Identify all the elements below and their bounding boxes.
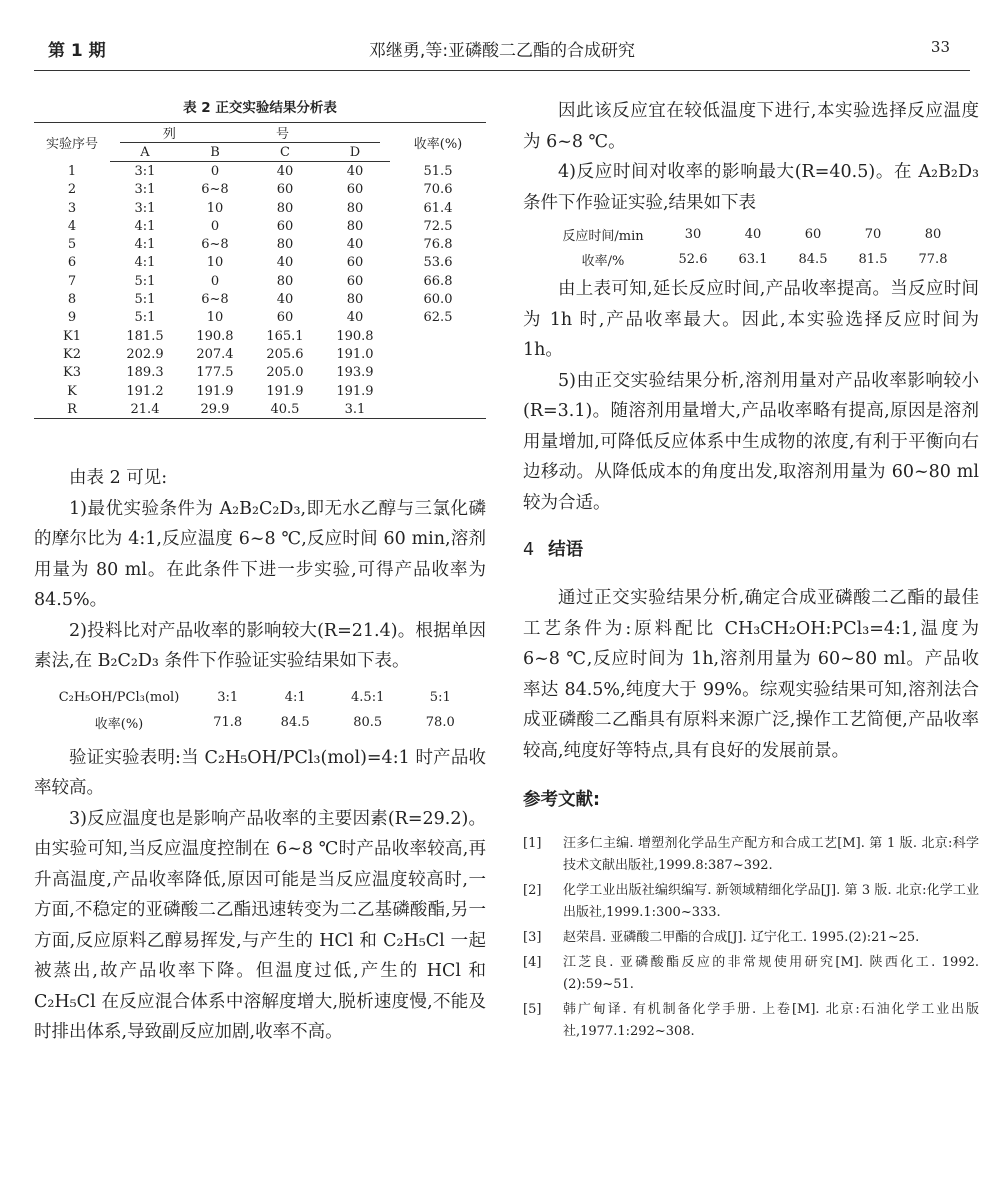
ratio-yield-value: 78.0 (425, 714, 455, 730)
table-row (34, 309, 486, 327)
table-cell: 5:1 (134, 273, 156, 289)
column-group-header: 列 号 (120, 123, 380, 143)
right-paragraph-4: 5)由正交实验结果分析,溶剂用量对产品收率影响较小(R=3.1)。随溶剂用量增大,产品收率略有提高,原因是溶剂用量增加,可降低反应体系中生成物的浓度,有利于平衡向右边移动。从降低成本的角度出发,取溶剂用量为 60~80 ml 较为合适。 (523, 370, 979, 513)
table-row (34, 235, 486, 253)
table-cell: 40 (276, 292, 294, 308)
table-cell: 7 (67, 273, 77, 289)
table-cell: K (67, 383, 77, 399)
yield-header: 收率(%) (390, 123, 486, 162)
table-cell: 4:1 (134, 255, 156, 271)
ratio-value: 4:1 (284, 689, 306, 705)
table-cell: 191.9 (196, 383, 234, 399)
left-paragraph-4: 验证实验表明:当 C₂H₅OH/PCl₃(mol)=4:1 时产品收率较高。 (34, 747, 486, 799)
table-row (34, 181, 486, 199)
time-verification-table (543, 222, 963, 272)
reference-item (523, 833, 979, 877)
table-row (34, 272, 486, 290)
reference-item (523, 880, 979, 924)
table-cell: 62.5 (423, 310, 453, 326)
table-cell: 10 (206, 310, 224, 326)
left-paragraph-3: 2)投料比对产品收率的影响较大(R=21.4)。根据单因素法,在 B₂C₂D₃ 条件下作验证实验结果如下表。 (34, 620, 486, 672)
time-yield-value: 81.5 (858, 252, 888, 267)
references-title: 参考文献: (523, 790, 600, 810)
time-value: 40 (744, 227, 762, 242)
table-cell: 10 (206, 200, 224, 216)
table-cell: 0 (210, 163, 220, 179)
conclusion-paragraph: 通过正交实验结果分析,确定合成亚磷酸二乙酯的最佳工艺条件为:原料配比 CH₃CH₂OH:PCl₃=4:1,温度为 6~8 ℃,反应时间为 1h,溶剂用量为 60~80 ml。产品收率达 84.5%,纯度大于 99%。综观实验结果可知,溶剂法合成亚磷酸二乙酯具有原料来源广泛,操作工艺简便,产品收率较高,纯度好等特点,具有良好的发展前景。 (523, 588, 979, 761)
table-cell: K3 (63, 365, 81, 381)
table-cell: 70.6 (423, 182, 453, 198)
reference-text: 化学工业出版社编织编写. 新领域精细化学品[J]. 第 3 版. 北京:化学工业出版社,1999.1:300~333. (563, 883, 979, 920)
left-paragraph-2: 1)最优实验条件为 A₂B₂C₂D₃,即无水乙醇与三氯化磷的摩尔比为 4:1,反应温度 6~8 ℃,反应时间 60 min,溶剂用量为 80 ml。在此条件下进一步实验,可得产品收率为 84.5%。 (34, 498, 486, 611)
right-paragraph-2: 4)反应时间对收率的影响最大(R=40.5)。在 A₂B₂D₃ 条件下作验证实验,结果如下表 (523, 162, 979, 213)
ratio-verification-table (44, 685, 474, 735)
table-cell: 80 (276, 273, 294, 289)
ratio-label: C₂H₅OH/PCl₃(mol) (58, 689, 180, 705)
seq-header: 实验序号 (34, 123, 110, 162)
reference-list (523, 833, 979, 1043)
table-cell: 3:1 (134, 200, 156, 216)
time-yield-value: 52.6 (678, 252, 708, 267)
table-cell: 40 (346, 163, 364, 179)
table-row (34, 382, 486, 400)
table-cell: 60 (346, 273, 364, 289)
table-row (34, 400, 486, 419)
col-B: B (180, 143, 250, 162)
table2-caption: 表 2 正交实验结果分析表 (183, 100, 337, 116)
col-A: A (110, 143, 180, 162)
reference-number: [1] (523, 836, 542, 851)
table-cell (390, 364, 486, 382)
table-cell: 80 (276, 200, 294, 216)
page-number: 33 (930, 38, 950, 56)
table-cell: 3:1 (134, 182, 156, 198)
table-cell: 6~8 (201, 292, 229, 308)
reference-item (523, 999, 979, 1043)
table-cell: 80 (346, 200, 364, 216)
table-cell: 6 (67, 255, 77, 271)
reference-text: 韩广甸译. 有机制备化学手册. 上卷[M]. 北京:石油化学工业出版社,1977.1:292~308. (563, 1002, 979, 1039)
table-row (34, 199, 486, 217)
table-cell: 60 (346, 182, 364, 198)
table-cell: 40 (346, 237, 364, 253)
time-value: 70 (864, 227, 882, 242)
section-heading (523, 536, 979, 561)
reference-text: 汪多仁主编. 增塑剂化学品生产配方和合成工艺[M]. 第 1 版. 北京:科学技术文献出版社,1999.8:387~392. (563, 836, 979, 873)
table-row (34, 217, 486, 235)
table-cell: 72.5 (423, 218, 453, 234)
reference-number: [4] (523, 955, 542, 970)
table-cell (390, 345, 486, 363)
reference-item (523, 927, 979, 949)
table-cell: 40 (276, 255, 294, 271)
reference-text: 赵荣昌. 亚磷酸二甲酯的合成[J]. 辽宁化工. 1995.(2):21~25. (563, 930, 920, 945)
table-cell: 165.1 (266, 328, 304, 344)
time-yield-value: 77.8 (918, 252, 948, 267)
table-row (34, 327, 486, 345)
table-cell: 66.8 (423, 273, 453, 289)
table-row (34, 162, 486, 181)
right-column (523, 96, 979, 1046)
left-paragraph-5: 3)反应温度也是影响产品收率的主要因素(R=29.2)。由实验可知,当反应温度控制在 6~8 ℃时产品收率较高,再升高温度,产品收率降低,原因可能是当反应温度较高时,一方面,不稳定的亚磷酸二乙酯迅速转变为二乙基磷酸酯,另一方面,反应原料乙醇易挥发,与产生的 HCl 和 C₂H₅Cl 一起被蒸出,故产品收率下降。但温度过低,产生的 HCl 和 C₂H₅Cl 在反应混合体系中溶解度增大,脱析速度慢,不能及时排出体系,导致副反应加剧,收率不高。 (34, 808, 486, 1043)
table-cell: 40 (346, 310, 364, 326)
table-cell: 6~8 (201, 182, 229, 198)
table-cell: 80 (346, 218, 364, 234)
table-cell: 60.0 (423, 292, 453, 308)
table-cell: 4:1 (134, 218, 156, 234)
table-cell: 205.0 (266, 365, 304, 381)
issue-label: 第 1 期 (48, 41, 106, 61)
table-cell: 40 (276, 163, 294, 179)
table-cell: K2 (63, 346, 81, 362)
reference-text: 江芝良. 亚磷酸酯反应的非常规使用研究[M]. 陕西化工. 1992.(2):59~51. (563, 955, 979, 992)
table-cell: 60 (276, 310, 294, 326)
time-yield-value: 63.1 (738, 252, 768, 267)
time-value: 30 (684, 227, 702, 242)
table-cell: 4 (67, 218, 77, 234)
table-cell: 40.5 (250, 400, 320, 419)
table-cell: 193.9 (336, 365, 374, 381)
table-row (34, 254, 486, 272)
section-title: 结语 (548, 540, 584, 560)
table-row (34, 364, 486, 382)
table-cell: 0 (210, 218, 220, 234)
time-yield-label: 收率/% (581, 254, 625, 269)
table-cell: 3 (67, 200, 77, 216)
table-cell: 177.5 (196, 365, 234, 381)
time-value: 80 (924, 227, 942, 242)
table-cell: 3.1 (320, 400, 390, 419)
table-cell: 51.5 (423, 163, 453, 179)
table-cell: 80 (346, 292, 364, 308)
table-cell: 8 (67, 292, 77, 308)
table-cell: 21.4 (110, 400, 180, 419)
table-row (34, 345, 486, 363)
table-cell: 2 (67, 182, 77, 198)
orthogonal-results-table (34, 122, 486, 419)
table-cell: 29.9 (180, 400, 250, 419)
table-cell: 191.9 (336, 383, 374, 399)
header-rule (34, 70, 970, 71)
table-cell: 0 (210, 273, 220, 289)
table-cell: 5:1 (134, 292, 156, 308)
table-cell: 1 (67, 163, 77, 179)
time-value: 60 (804, 227, 822, 242)
ratio-yield-value: 71.8 (213, 714, 243, 730)
table-cell: 5 (67, 237, 77, 253)
table-cell: 60 (346, 255, 364, 271)
reference-number: [2] (523, 883, 542, 898)
table-cell: 190.8 (336, 328, 374, 344)
table-cell: 191.0 (336, 346, 374, 362)
ratio-value: 4.5:1 (351, 689, 385, 705)
table-cell: 181.5 (126, 328, 164, 344)
time-yield-value: 84.5 (798, 252, 828, 267)
reference-number: [3] (523, 930, 542, 945)
table-cell: 191.2 (126, 383, 164, 399)
col-C: C (250, 143, 320, 162)
table-cell: 3:1 (134, 163, 156, 179)
table-cell (390, 382, 486, 400)
orthogonal-table-body (34, 162, 486, 419)
table-cell: 207.4 (196, 346, 234, 362)
ratio-yield-value: 84.5 (280, 714, 310, 730)
running-title: 邓继勇,等:亚磷酸二乙酯的合成研究 (368, 41, 636, 61)
table-cell: 80 (276, 237, 294, 253)
time-label: 反应时间/min (562, 229, 644, 244)
table-cell: 6~8 (201, 237, 229, 253)
col-D: D (320, 143, 390, 162)
left-paragraph-1: 由表 2 可见: (69, 468, 168, 489)
reference-number: [5] (523, 1002, 542, 1017)
table-cell: 76.8 (423, 237, 453, 253)
right-paragraph-1: 因此该反应宜在较低温度下进行,本实验选择反应温度为 6~8 ℃。 (523, 101, 979, 152)
table-cell: 60 (276, 182, 294, 198)
table-cell: 4:1 (134, 237, 156, 253)
page-header (34, 36, 970, 66)
table-cell (390, 327, 486, 345)
table-cell: R (34, 400, 110, 419)
table-cell: 10 (206, 255, 224, 271)
ratio-value: 5:1 (429, 689, 451, 705)
ratio-yield-value: 80.5 (353, 714, 383, 730)
table-cell: 61.4 (423, 200, 453, 216)
reference-item (523, 952, 979, 996)
table-cell: K1 (63, 328, 81, 344)
right-paragraph-3: 由上表可知,延长反应时间,产品收率提高。当反应时间为 1h 时,产品收率最大。因此,本实验选择反应时间为 1h。 (523, 279, 979, 360)
table-cell: 189.3 (126, 365, 164, 381)
section-number: 4 (523, 540, 535, 560)
table-cell: 53.6 (423, 255, 453, 271)
ratio-value: 3:1 (217, 689, 239, 705)
ratio-yield-label: 收率(%) (94, 716, 144, 732)
table-cell: 202.9 (126, 346, 164, 362)
table-cell: 60 (276, 218, 294, 234)
table-cell (390, 400, 486, 419)
table-cell: 190.8 (196, 328, 234, 344)
table-cell: 5:1 (134, 310, 156, 326)
table-cell: 9 (67, 310, 77, 326)
table-cell: 191.9 (266, 383, 304, 399)
table-cell: 205.6 (266, 346, 304, 362)
left-column (34, 96, 486, 1048)
table-row (34, 290, 486, 308)
